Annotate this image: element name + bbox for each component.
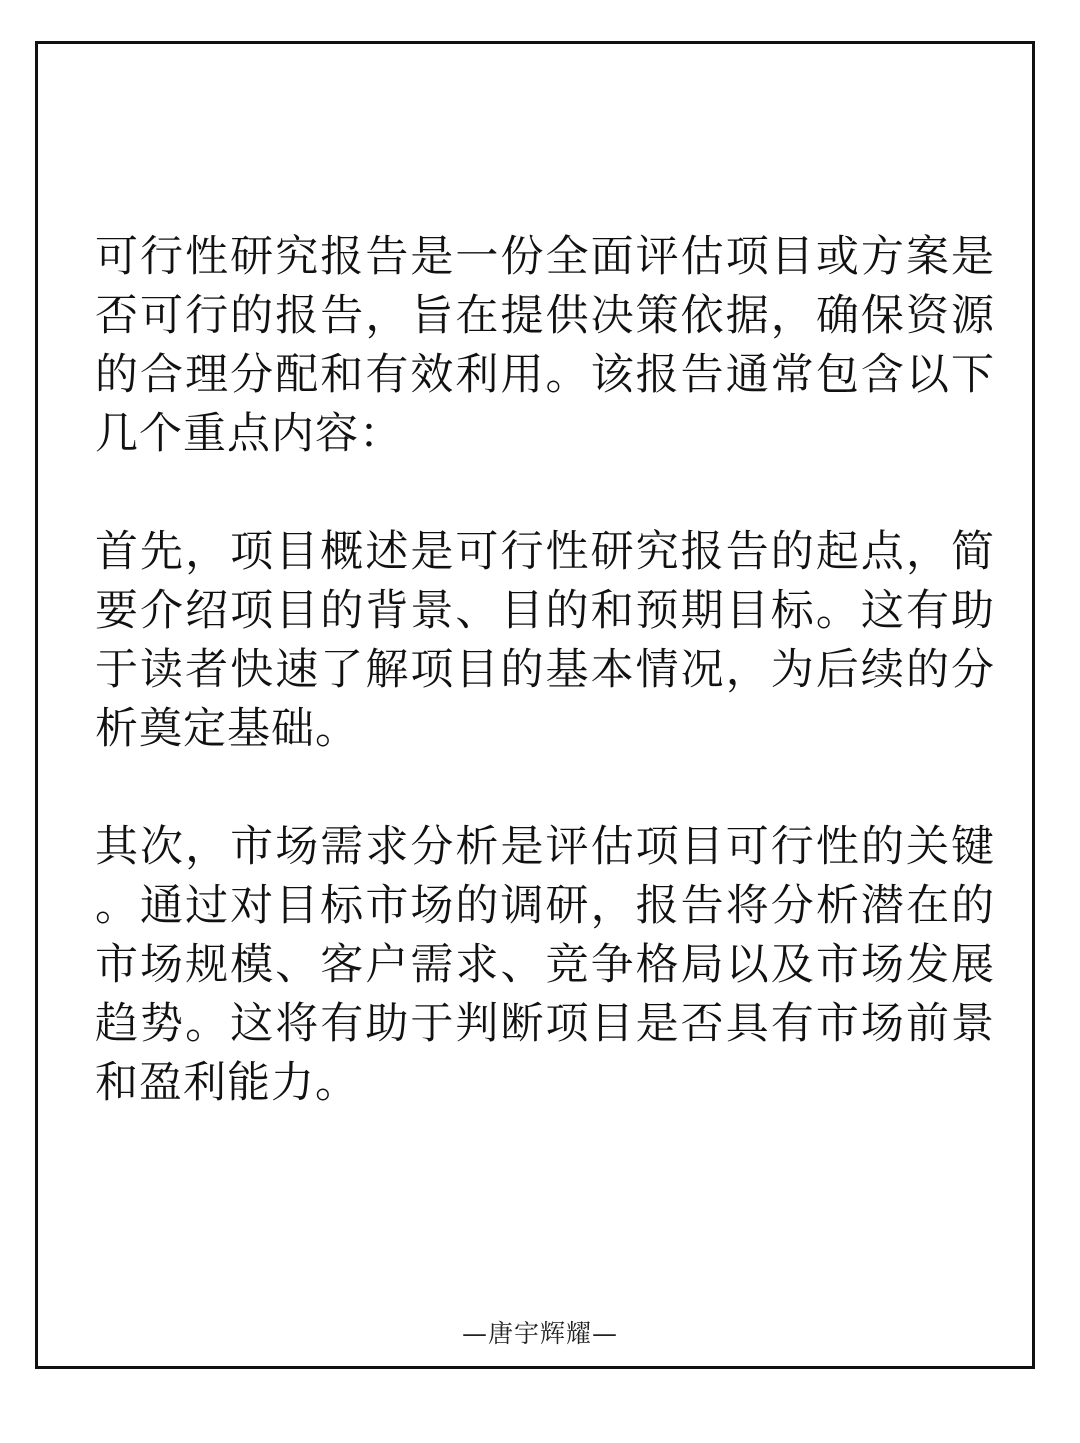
- paragraph-intro: 可行性研究报告是一份全面评估项目或方案是否可行的报告，旨在提供决策依据，确保资源的合理分配和有效利用。该报告通常包含以下几个重点内容：: [95, 232, 995, 459]
- paragraph-market-analysis: 其次，市场需求分析是评估项目可行性的关键。通过对目标市场的调研，报告将分析潜在的市场规模、客户需求、竞争格局以及市场发展趋势。这将有助于判断项目是否具有市场前景和盈利能力。: [95, 822, 995, 1108]
- author-signature: —唐宇辉耀—: [461, 1319, 618, 1348]
- article-body: [95, 228, 995, 1113]
- paragraph-project-overview: 首先，项目概述是可行性研究报告的起点，简要介绍项目的背景、目的和预期目标。这有助于读者快速了解项目的基本情况，为后续的分析奠定基础。: [95, 527, 995, 754]
